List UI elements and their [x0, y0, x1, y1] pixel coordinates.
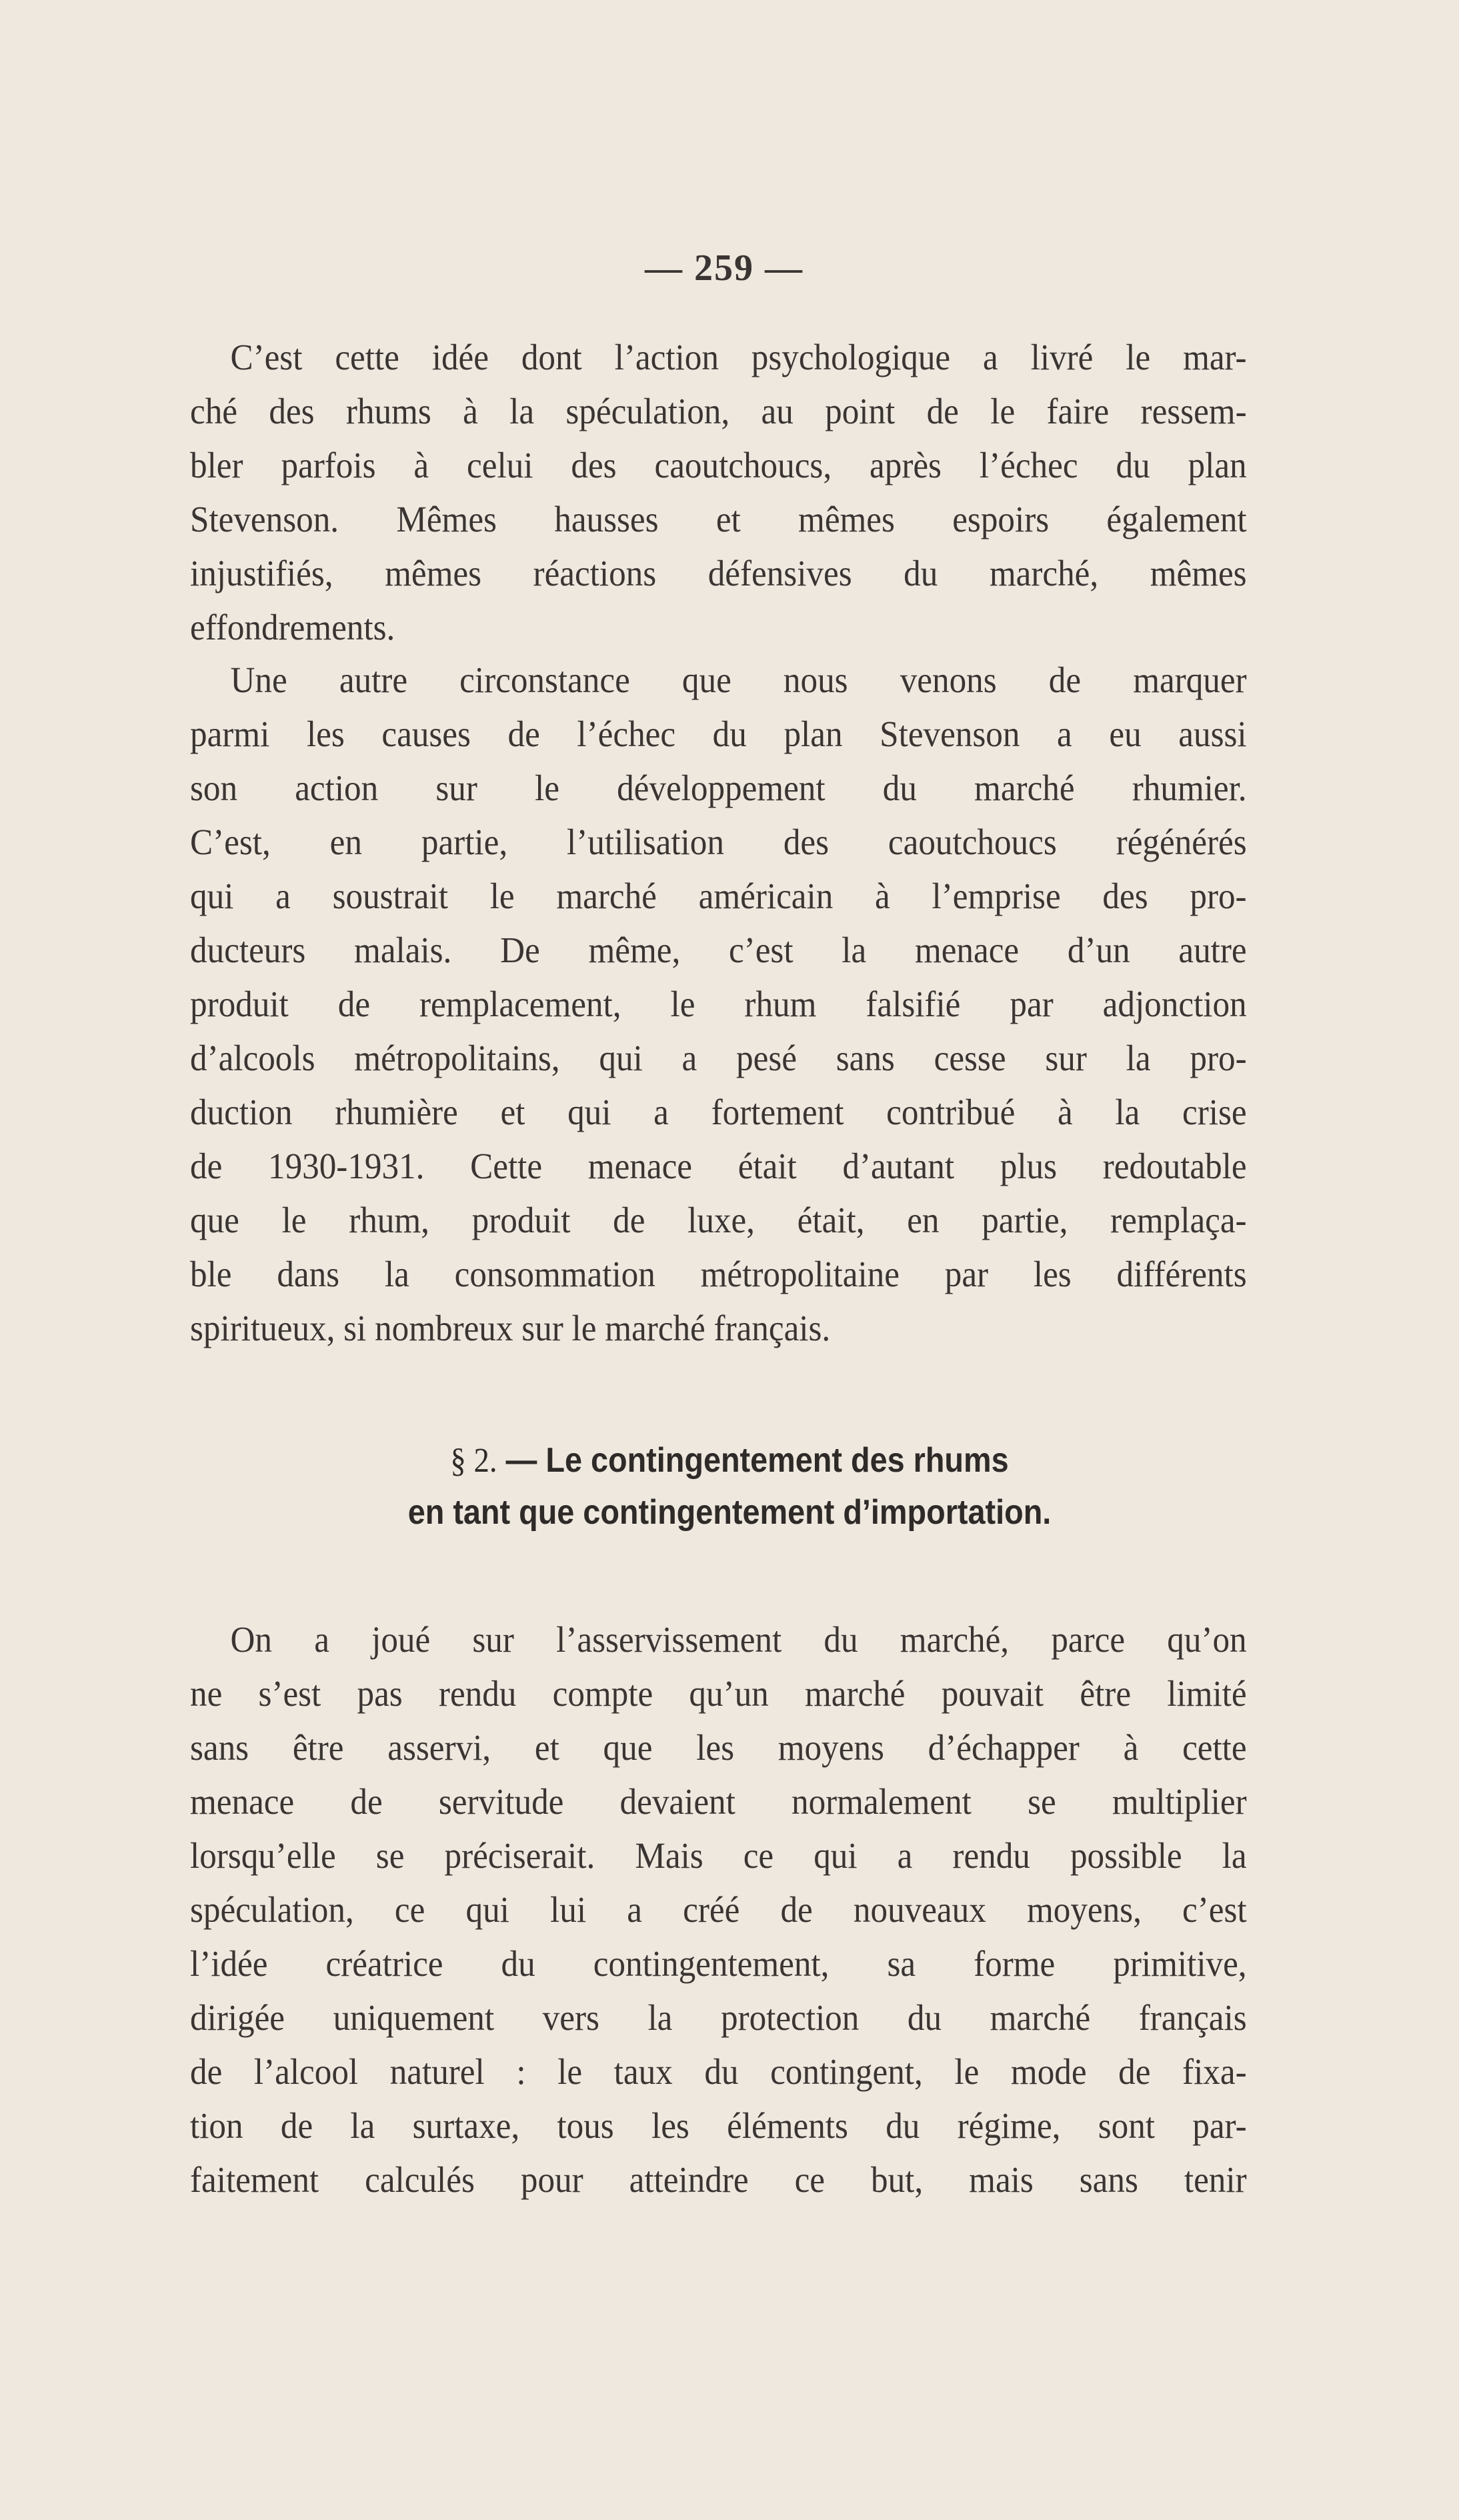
text-line: l’idée créatrice du contingentement, sa forme primitive,	[190, 1943, 1247, 1984]
text-line: Stevenson. Mêmes hausses et mêmes espoirs également	[190, 499, 1247, 539]
text-line: C’est cette idée dont l’action psychologique a livré le mar-	[230, 337, 1247, 377]
text-line: spiritueux, si nombreux sur le marché français.	[190, 1308, 831, 1348]
text-line: que le rhum, produit de luxe, était, en partie, remplaça-	[190, 1200, 1247, 1240]
page-number: — 259 —	[645, 247, 804, 289]
text-line: de 1930-1931. Cette menace était d’autant plus redoutable	[190, 1146, 1247, 1186]
paragraph-3	[190, 1612, 1247, 2207]
text-line: ché des rhums à la spéculation, au point de le faire ressem-	[190, 391, 1247, 431]
text-line: effondrements.	[190, 607, 395, 648]
paragraph-1	[190, 330, 1247, 654]
text-line: C’est, en partie, l’utilisation des caoutchoucs régénérés	[190, 822, 1247, 862]
text-line: ne s’est pas rendu compte qu’un marché pouvait être limité	[190, 1673, 1247, 1714]
text-line: lorsqu’elle se préciserait. Mais ce qui a rendu possible la	[190, 1835, 1247, 1876]
text-line: bler parfois à celui des caoutchoucs, après l’échec du plan	[190, 445, 1247, 485]
text-line: menace de servitude devaient normalement se multiplier	[190, 1781, 1247, 1822]
text-line: parmi les causes de l’échec du plan Stevenson a eu aussi	[190, 714, 1247, 754]
section-heading-line-1	[73, 1440, 1386, 1480]
text-line: qui a soustrait le marché américain à l’emprise des pro-	[190, 876, 1247, 916]
section-number: § 2.	[450, 1442, 497, 1480]
text-line: duction rhumière et qui a fortement contribué à la crise	[190, 1092, 1247, 1132]
text-line: d’alcools métropolitains, qui a pesé sans cesse sur la pro-	[190, 1038, 1247, 1078]
text-line: ble dans la consommation métropolitaine par les différents	[190, 1254, 1247, 1294]
text-line: tion de la surtaxe, tous les éléments du régime, sont par-	[190, 2105, 1247, 2146]
text-line: On a joué sur l’asservissement du marché, parce qu’on	[230, 1619, 1247, 1660]
text-line: faitement calculés pour atteindre ce but, mais sans tenir	[190, 2159, 1247, 2200]
text-line: son action sur le développement du marché rhumier.	[190, 768, 1247, 808]
text-line: de l’alcool naturel : le taux du contingent, le mode de fixa-	[190, 2051, 1247, 2092]
text-line: Une autre circonstance que nous venons de marquer	[230, 660, 1247, 700]
text-line: ducteurs malais. De même, c’est la menace d’un autre	[190, 930, 1247, 970]
text-line: sans être asservi, et que les moyens d’échapper à cette	[190, 1727, 1247, 1768]
paragraph-2	[190, 653, 1247, 1355]
section-title-part-1: — Le contingentement des rhums	[505, 1441, 1009, 1480]
text-line: produit de remplacement, le rhum falsifié par adjonction	[190, 984, 1247, 1024]
text-line: dirigée uniquement vers la protection du marché français	[190, 1997, 1247, 2038]
text-line: injustifiés, mêmes réactions défensives du marché, mêmes	[190, 553, 1247, 593]
section-heading-line-2: en tant que contingentement d’importation.	[407, 1493, 1052, 1532]
text-line: spéculation, ce qui lui a créé de nouveaux moyens, c’est	[190, 1889, 1247, 1930]
